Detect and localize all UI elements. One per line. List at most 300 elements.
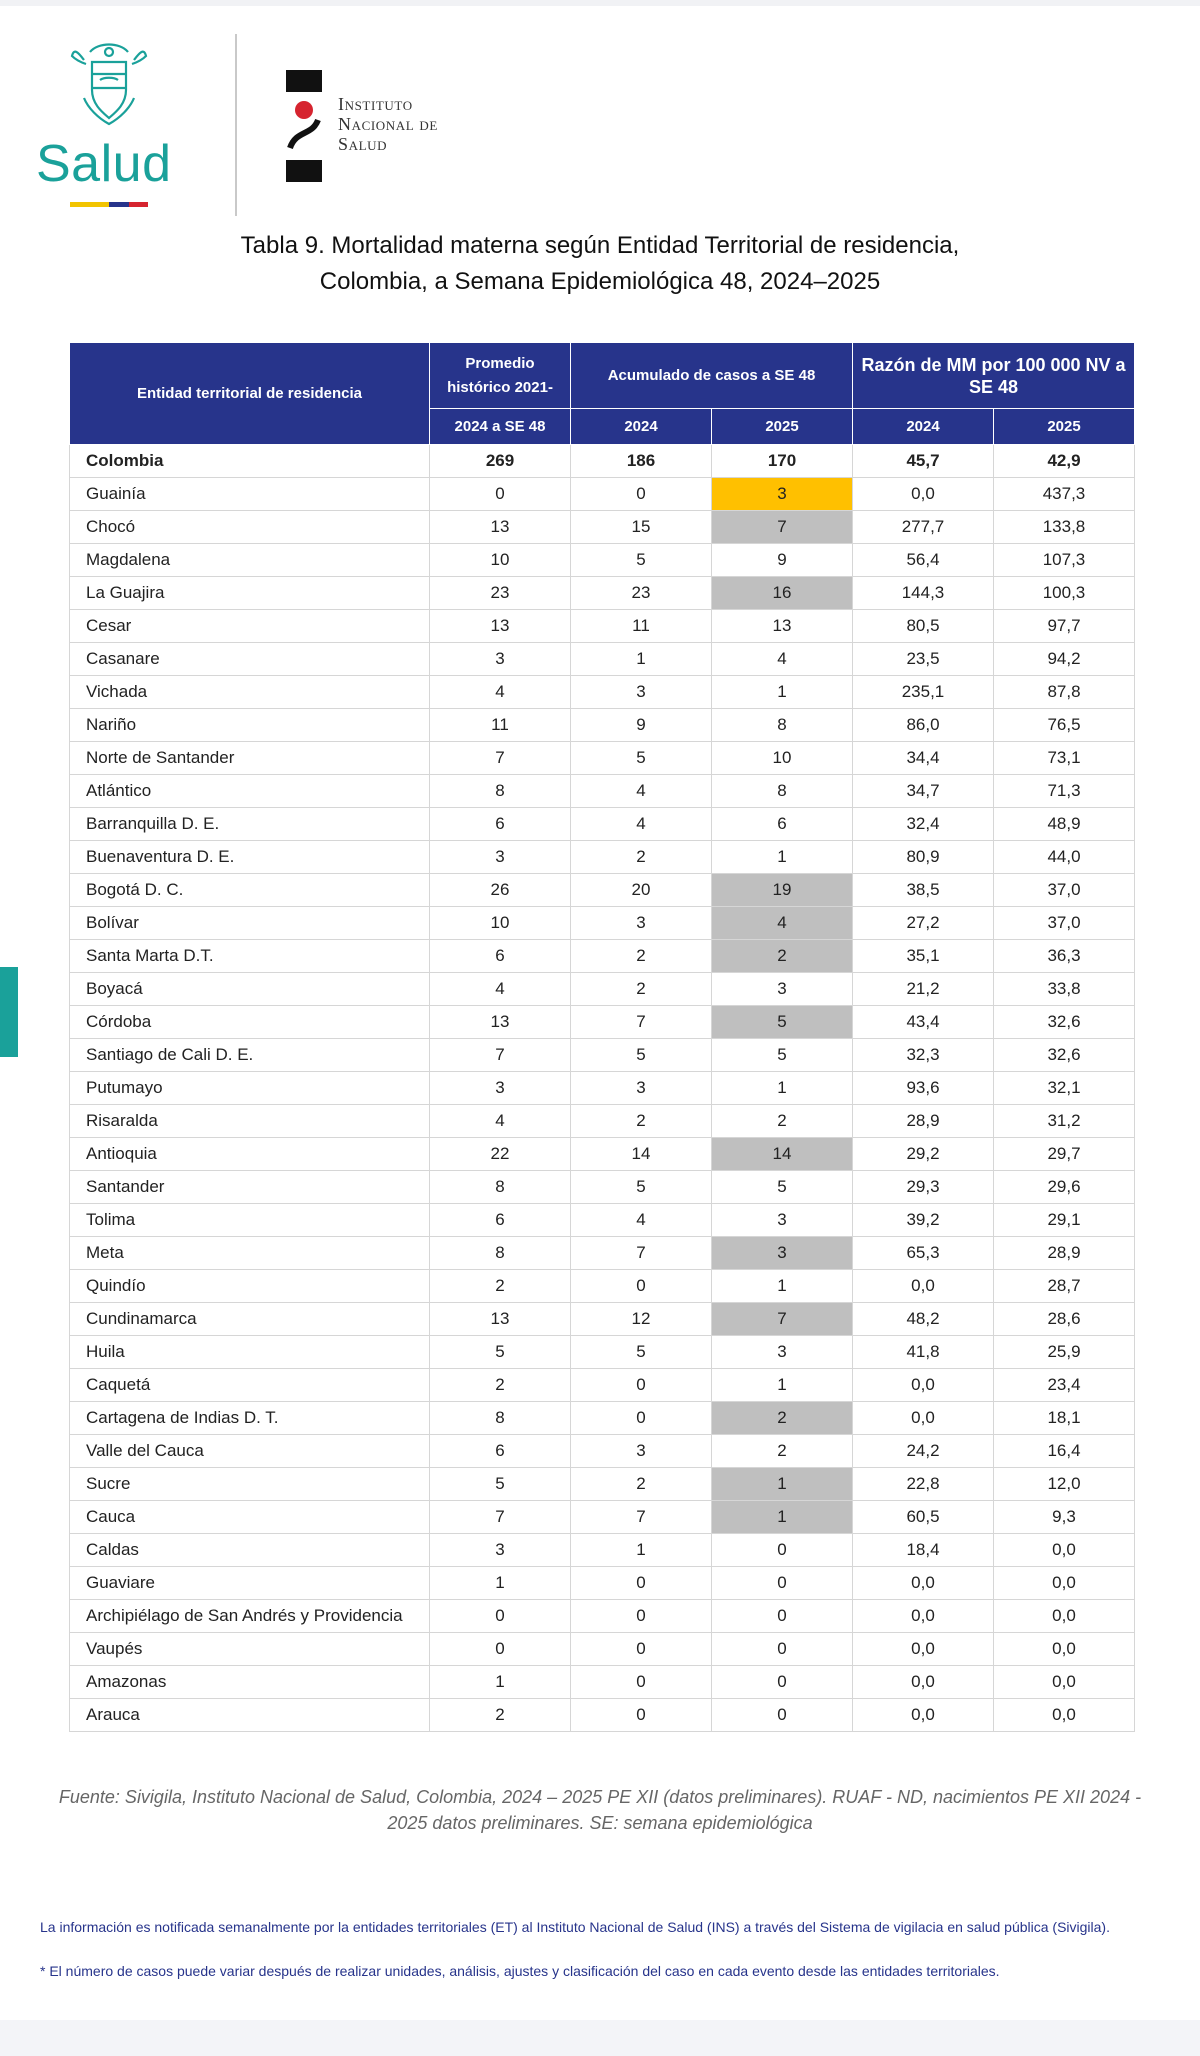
cell-cases-2025: 0 — [712, 1567, 853, 1600]
cell-promedio: 2 — [430, 1699, 571, 1732]
table-row — [70, 1600, 1135, 1633]
header-entidad: Entidad territorial de residencia — [70, 343, 430, 445]
cell-cases-2025: 9 — [712, 544, 853, 577]
cell-cases-2025: 16 — [712, 577, 853, 610]
table-row — [70, 1138, 1135, 1171]
cell-rate-2025: 18,1 — [994, 1402, 1135, 1435]
cell-cases-2024: 9 — [571, 709, 712, 742]
cell-rate-2024: 60,5 — [853, 1501, 994, 1534]
cell-promedio: 22 — [430, 1138, 571, 1171]
cell-rate-2025: 437,3 — [994, 478, 1135, 511]
cell-rate-2025: 71,3 — [994, 775, 1135, 808]
cell-cases-2024: 20 — [571, 874, 712, 907]
cell-rate-2024: 0,0 — [853, 1402, 994, 1435]
title-line-2: Colombia, a Semana Epidemiológica 48, 2024–2025 — [319, 268, 881, 295]
cell-cases-2025: 8 — [712, 775, 853, 808]
cell-cases-2024: 2 — [571, 1468, 712, 1501]
cell-cases-2025: 2 — [712, 1402, 853, 1435]
table-row — [70, 1633, 1135, 1666]
table-row — [70, 1534, 1135, 1567]
cell-rate-2025: 0,0 — [994, 1567, 1135, 1600]
table-row — [70, 1072, 1135, 1105]
cell-promedio: 2 — [430, 1369, 571, 1402]
table-row — [70, 1171, 1135, 1204]
ins-line-3: Salud — [338, 134, 388, 154]
cell-cases-2024: 0 — [571, 1666, 712, 1699]
cell-promedio: 13 — [430, 1303, 571, 1336]
cell-entidad: Magdalena — [70, 544, 430, 577]
cell-rate-2024: 0,0 — [853, 1369, 994, 1402]
cell-rate-2025: 97,7 — [994, 610, 1135, 643]
cell-rate-2025: 37,0 — [994, 907, 1135, 940]
cell-cases-2024: 0 — [571, 478, 712, 511]
cell-rate-2024: 80,5 — [853, 610, 994, 643]
cell-rate-2025: 31,2 — [994, 1105, 1135, 1138]
salud-logo — [36, 38, 186, 218]
table-row — [70, 973, 1135, 1006]
cell-cases-2024: 23 — [571, 577, 712, 610]
cell-rate-2024: 48,2 — [853, 1303, 994, 1336]
cell-rate-2024: 80,9 — [853, 841, 994, 874]
cell-cases-2025: 4 — [712, 643, 853, 676]
cell-rate-2025: 25,9 — [994, 1336, 1135, 1369]
cell-rate-2024: 43,4 — [853, 1006, 994, 1039]
cell-cases-2025: 1 — [712, 1468, 853, 1501]
side-tab[interactable] — [0, 967, 18, 1057]
cell-promedio: 8 — [430, 775, 571, 808]
cell-entidad: La Guajira — [70, 577, 430, 610]
cell-promedio: 3 — [430, 1072, 571, 1105]
table-row — [70, 445, 1135, 478]
table-row — [70, 709, 1135, 742]
header-razon: Razón de MM por 100 000 NV a SE 48 — [853, 343, 1135, 409]
cell-cases-2024: 2 — [571, 940, 712, 973]
cell-rate-2024: 35,1 — [853, 940, 994, 973]
cell-rate-2025: 32,1 — [994, 1072, 1135, 1105]
cell-cases-2024: 7 — [571, 1501, 712, 1534]
cell-cases-2025: 3 — [712, 1204, 853, 1237]
cell-entidad: Nariño — [70, 709, 430, 742]
cell-entidad: Santa Marta D.T. — [70, 940, 430, 973]
cell-cases-2024: 5 — [571, 742, 712, 775]
cell-rate-2024: 41,8 — [853, 1336, 994, 1369]
cell-cases-2025: 3 — [712, 1237, 853, 1270]
logo-divider — [235, 34, 237, 216]
cell-rate-2025: 87,8 — [994, 676, 1135, 709]
cell-cases-2024: 3 — [571, 676, 712, 709]
cell-entidad: Bogotá D. C. — [70, 874, 430, 907]
cell-rate-2025: 76,5 — [994, 709, 1135, 742]
cell-rate-2024: 0,0 — [853, 1600, 994, 1633]
cell-entidad: Risaralda — [70, 1105, 430, 1138]
table-row — [70, 742, 1135, 775]
cell-cases-2024: 5 — [571, 1039, 712, 1072]
header-cases-2024: 2024 — [571, 409, 712, 445]
cell-rate-2025: 44,0 — [994, 841, 1135, 874]
cell-cases-2025: 1 — [712, 1501, 853, 1534]
cell-rate-2024: 93,6 — [853, 1072, 994, 1105]
cell-entidad: Vaupés — [70, 1633, 430, 1666]
disclaimer-note: * El número de casos puede variar después de realizar unidades, análisis, ajustes y clasificación del caso en cada evento desde las entidades territoriales. — [40, 1963, 1000, 1979]
cell-rate-2025: 32,6 — [994, 1039, 1135, 1072]
table-row — [70, 1567, 1135, 1600]
cell-rate-2025: 9,3 — [994, 1501, 1135, 1534]
table-row — [70, 643, 1135, 676]
cell-promedio: 8 — [430, 1171, 571, 1204]
cell-rate-2025: 29,1 — [994, 1204, 1135, 1237]
ins-logo-icon — [286, 70, 322, 182]
table-row — [70, 1270, 1135, 1303]
table-row — [70, 1666, 1135, 1699]
cell-promedio: 13 — [430, 1006, 571, 1039]
ins-wordmark — [338, 94, 438, 154]
cell-rate-2024: 38,5 — [853, 874, 994, 907]
cell-cases-2024: 12 — [571, 1303, 712, 1336]
cell-cases-2025: 5 — [712, 1006, 853, 1039]
cell-cases-2025: 0 — [712, 1600, 853, 1633]
table-row — [70, 1468, 1135, 1501]
cell-promedio: 2 — [430, 1270, 571, 1303]
cell-cases-2024: 0 — [571, 1600, 712, 1633]
cell-promedio: 7 — [430, 1501, 571, 1534]
cell-rate-2025: 94,2 — [994, 643, 1135, 676]
cell-promedio: 7 — [430, 1039, 571, 1072]
table-row — [70, 1402, 1135, 1435]
cell-promedio: 4 — [430, 676, 571, 709]
cell-entidad: Santiago de Cali D. E. — [70, 1039, 430, 1072]
cell-cases-2024: 186 — [571, 445, 712, 478]
cell-cases-2024: 15 — [571, 511, 712, 544]
cell-cases-2024: 0 — [571, 1699, 712, 1732]
cell-cases-2024: 7 — [571, 1237, 712, 1270]
cell-entidad: Cesar — [70, 610, 430, 643]
table-row — [70, 1501, 1135, 1534]
cell-cases-2024: 5 — [571, 1171, 712, 1204]
table-row — [70, 1006, 1135, 1039]
cell-cases-2024: 5 — [571, 544, 712, 577]
cell-promedio: 1 — [430, 1666, 571, 1699]
cell-rate-2025: 28,9 — [994, 1237, 1135, 1270]
bottom-bar — [0, 2020, 1200, 2056]
cell-entidad: Antioquia — [70, 1138, 430, 1171]
cell-entidad: Cundinamarca — [70, 1303, 430, 1336]
header-rate-2024: 2024 — [853, 409, 994, 445]
cell-rate-2025: 28,6 — [994, 1303, 1135, 1336]
cell-entidad: Atlántico — [70, 775, 430, 808]
cell-rate-2025: 0,0 — [994, 1600, 1135, 1633]
cell-entidad: Caldas — [70, 1534, 430, 1567]
cell-entidad: Norte de Santander — [70, 742, 430, 775]
cell-promedio: 3 — [430, 841, 571, 874]
cell-entidad: Valle del Cauca — [70, 1435, 430, 1468]
cell-promedio: 10 — [430, 544, 571, 577]
cell-cases-2025: 1 — [712, 1369, 853, 1402]
cell-promedio: 26 — [430, 874, 571, 907]
table-row — [70, 1435, 1135, 1468]
cell-rate-2025: 48,9 — [994, 808, 1135, 841]
cell-rate-2025: 0,0 — [994, 1699, 1135, 1732]
cell-cases-2024: 4 — [571, 775, 712, 808]
cell-promedio: 8 — [430, 1402, 571, 1435]
cell-cases-2024: 1 — [571, 1534, 712, 1567]
cell-cases-2024: 0 — [571, 1270, 712, 1303]
cell-cases-2025: 0 — [712, 1633, 853, 1666]
header-acumulado: Acumulado de casos a SE 48 — [571, 343, 853, 409]
cell-cases-2025: 3 — [712, 478, 853, 511]
cell-rate-2025: 0,0 — [994, 1534, 1135, 1567]
cell-rate-2024: 86,0 — [853, 709, 994, 742]
cell-promedio: 5 — [430, 1468, 571, 1501]
cell-cases-2025: 1 — [712, 676, 853, 709]
cell-cases-2024: 2 — [571, 973, 712, 1006]
cell-promedio: 23 — [430, 577, 571, 610]
title-line-1: Tabla 9. Mortalidad materna según Entidad Territorial de residencia, — [240, 232, 960, 259]
cell-entidad: Cartagena de Indias D. T. — [70, 1402, 430, 1435]
header-cases-2025: 2025 — [712, 409, 853, 445]
cell-cases-2025: 7 — [712, 511, 853, 544]
cell-rate-2024: 32,4 — [853, 808, 994, 841]
cell-rate-2025: 32,6 — [994, 1006, 1135, 1039]
cell-entidad: Sucre — [70, 1468, 430, 1501]
cell-cases-2024: 3 — [571, 1072, 712, 1105]
cell-rate-2025: 0,0 — [994, 1633, 1135, 1666]
cell-rate-2024: 29,2 — [853, 1138, 994, 1171]
cell-cases-2024: 11 — [571, 610, 712, 643]
cell-cases-2024: 7 — [571, 1006, 712, 1039]
cell-rate-2025: 29,7 — [994, 1138, 1135, 1171]
cell-promedio: 6 — [430, 1204, 571, 1237]
cell-cases-2025: 13 — [712, 610, 853, 643]
cell-entidad: Boyacá — [70, 973, 430, 1006]
cell-cases-2024: 3 — [571, 907, 712, 940]
cell-cases-2024: 3 — [571, 1435, 712, 1468]
cell-rate-2024: 0,0 — [853, 478, 994, 511]
cell-cases-2025: 1 — [712, 841, 853, 874]
cell-rate-2024: 21,2 — [853, 973, 994, 1006]
cell-entidad: Vichada — [70, 676, 430, 709]
cell-rate-2024: 56,4 — [853, 544, 994, 577]
cell-cases-2025: 5 — [712, 1171, 853, 1204]
cell-entidad: Cauca — [70, 1501, 430, 1534]
table-row — [70, 610, 1135, 643]
cell-entidad: Colombia — [70, 445, 430, 478]
cell-promedio: 11 — [430, 709, 571, 742]
cell-rate-2024: 0,0 — [853, 1270, 994, 1303]
cell-entidad: Santander — [70, 1171, 430, 1204]
table-row — [70, 841, 1135, 874]
table-row — [70, 1336, 1135, 1369]
cell-promedio: 10 — [430, 907, 571, 940]
cell-cases-2024: 0 — [571, 1567, 712, 1600]
cell-rate-2025: 12,0 — [994, 1468, 1135, 1501]
cell-rate-2024: 24,2 — [853, 1435, 994, 1468]
cell-cases-2025: 10 — [712, 742, 853, 775]
cell-rate-2024: 28,9 — [853, 1105, 994, 1138]
table-row — [70, 1105, 1135, 1138]
cell-cases-2025: 3 — [712, 1336, 853, 1369]
table-row — [70, 1303, 1135, 1336]
table-row — [70, 1039, 1135, 1072]
cell-rate-2024: 18,4 — [853, 1534, 994, 1567]
cell-cases-2025: 0 — [712, 1534, 853, 1567]
cell-promedio: 3 — [430, 643, 571, 676]
ins-line-2: Nacional de — [338, 114, 438, 134]
cell-entidad: Córdoba — [70, 1006, 430, 1039]
cell-rate-2025: 23,4 — [994, 1369, 1135, 1402]
cell-cases-2024: 1 — [571, 643, 712, 676]
cell-rate-2025: 28,7 — [994, 1270, 1135, 1303]
cell-rate-2024: 39,2 — [853, 1204, 994, 1237]
cell-cases-2025: 2 — [712, 940, 853, 973]
cell-rate-2025: 33,8 — [994, 973, 1135, 1006]
table-row — [70, 544, 1135, 577]
cell-rate-2025: 29,6 — [994, 1171, 1135, 1204]
table-row — [70, 775, 1135, 808]
cell-rate-2024: 22,8 — [853, 1468, 994, 1501]
cell-entidad: Guainía — [70, 478, 430, 511]
mortality-table — [69, 342, 1135, 1732]
cell-cases-2025: 19 — [712, 874, 853, 907]
cell-rate-2024: 0,0 — [853, 1567, 994, 1600]
cell-promedio: 0 — [430, 1633, 571, 1666]
cell-rate-2024: 0,0 — [853, 1633, 994, 1666]
cell-entidad: Huila — [70, 1336, 430, 1369]
cell-promedio: 6 — [430, 940, 571, 973]
cell-cases-2024: 2 — [571, 1105, 712, 1138]
cell-rate-2024: 65,3 — [853, 1237, 994, 1270]
cell-rate-2024: 34,4 — [853, 742, 994, 775]
table-row — [70, 1237, 1135, 1270]
table-title — [0, 228, 1200, 300]
cell-rate-2025: 37,0 — [994, 874, 1135, 907]
cell-cases-2024: 5 — [571, 1336, 712, 1369]
table-row — [70, 907, 1135, 940]
cell-cases-2025: 5 — [712, 1039, 853, 1072]
cell-entidad: Meta — [70, 1237, 430, 1270]
cell-promedio: 1 — [430, 1567, 571, 1600]
cell-entidad: Casanare — [70, 643, 430, 676]
cell-cases-2025: 7 — [712, 1303, 853, 1336]
cell-cases-2025: 6 — [712, 808, 853, 841]
cell-entidad: Bolívar — [70, 907, 430, 940]
cell-rate-2025: 100,3 — [994, 577, 1135, 610]
cell-rate-2025: 36,3 — [994, 940, 1135, 973]
top-bar — [0, 0, 1200, 6]
cell-entidad: Guaviare — [70, 1567, 430, 1600]
cell-promedio: 13 — [430, 610, 571, 643]
table-row — [70, 478, 1135, 511]
info-note: La información es notificada semanalmente por la entidades territoriales (ET) al Instituto Nacional de Salud (INS) a través del Sistema de vigilacia en salud pública (Sivigila). — [40, 1919, 1110, 1935]
cell-promedio: 0 — [430, 1600, 571, 1633]
cell-cases-2025: 1 — [712, 1270, 853, 1303]
cell-rate-2025: 133,8 — [994, 511, 1135, 544]
source-note: Fuente: Sivigila, Instituto Nacional de Salud, Colombia, 2024 – 2025 PE XII (datos preliminares). RUAF - ND, nacimientos PE XII 2024 - 2025 datos preliminares. SE: semana epidemiológica — [58, 1787, 1142, 1833]
cell-cases-2024: 4 — [571, 1204, 712, 1237]
cell-rate-2025: 73,1 — [994, 742, 1135, 775]
cell-entidad: Buenaventura D. E. — [70, 841, 430, 874]
cell-cases-2025: 8 — [712, 709, 853, 742]
table-row — [70, 511, 1135, 544]
cell-rate-2024: 0,0 — [853, 1699, 994, 1732]
cell-entidad: Archipiélago de San Andrés y Providencia — [70, 1600, 430, 1633]
cell-promedio: 4 — [430, 1105, 571, 1138]
cell-rate-2025: 0,0 — [994, 1666, 1135, 1699]
cell-entidad: Tolima — [70, 1204, 430, 1237]
cell-cases-2024: 0 — [571, 1402, 712, 1435]
cell-rate-2024: 144,3 — [853, 577, 994, 610]
cell-promedio: 6 — [430, 808, 571, 841]
cell-cases-2025: 170 — [712, 445, 853, 478]
salud-wordmark: Salud — [36, 135, 172, 193]
cell-rate-2024: 23,5 — [853, 643, 994, 676]
cell-rate-2024: 0,0 — [853, 1666, 994, 1699]
cell-entidad: Chocó — [70, 511, 430, 544]
cell-promedio: 4 — [430, 973, 571, 1006]
cell-cases-2025: 3 — [712, 973, 853, 1006]
cell-promedio: 3 — [430, 1534, 571, 1567]
cell-rate-2024: 32,3 — [853, 1039, 994, 1072]
cell-promedio: 6 — [430, 1435, 571, 1468]
cell-cases-2025: 2 — [712, 1435, 853, 1468]
cell-rate-2024: 277,7 — [853, 511, 994, 544]
cell-rate-2025: 16,4 — [994, 1435, 1135, 1468]
cell-rate-2025: 42,9 — [994, 445, 1135, 478]
cell-rate-2024: 29,3 — [853, 1171, 994, 1204]
cell-cases-2024: 0 — [571, 1369, 712, 1402]
header-rate-2025: 2025 — [994, 409, 1135, 445]
coat-of-arms-icon — [70, 38, 148, 128]
cell-cases-2024: 0 — [571, 1633, 712, 1666]
cell-cases-2024: 14 — [571, 1138, 712, 1171]
table-row — [70, 1369, 1135, 1402]
cell-entidad: Quindío — [70, 1270, 430, 1303]
cell-cases-2025: 0 — [712, 1699, 853, 1732]
table-row — [70, 577, 1135, 610]
cell-cases-2025: 14 — [712, 1138, 853, 1171]
cell-cases-2025: 1 — [712, 1072, 853, 1105]
table-row — [70, 808, 1135, 841]
cell-cases-2024: 4 — [571, 808, 712, 841]
cell-cases-2025: 0 — [712, 1666, 853, 1699]
table-row — [70, 1204, 1135, 1237]
cell-promedio: 8 — [430, 1237, 571, 1270]
header-promedio-top: Promedio histórico 2021- — [430, 343, 571, 409]
table-row — [70, 874, 1135, 907]
table-row — [70, 676, 1135, 709]
cell-rate-2024: 235,1 — [853, 676, 994, 709]
cell-entidad: Putumayo — [70, 1072, 430, 1105]
header-promedio-bottom: 2024 a SE 48 — [430, 409, 571, 445]
table-row — [70, 1699, 1135, 1732]
cell-rate-2024: 34,7 — [853, 775, 994, 808]
cell-rate-2025: 107,3 — [994, 544, 1135, 577]
cell-entidad: Arauca — [70, 1699, 430, 1732]
cell-rate-2024: 27,2 — [853, 907, 994, 940]
cell-promedio: 0 — [430, 478, 571, 511]
cell-cases-2024: 2 — [571, 841, 712, 874]
cell-promedio: 7 — [430, 742, 571, 775]
cell-entidad: Caquetá — [70, 1369, 430, 1402]
cell-entidad: Amazonas — [70, 1666, 430, 1699]
cell-rate-2024: 45,7 — [853, 445, 994, 478]
cell-cases-2025: 2 — [712, 1105, 853, 1138]
flag-stripe — [70, 202, 148, 207]
cell-promedio: 13 — [430, 511, 571, 544]
cell-promedio: 269 — [430, 445, 571, 478]
ins-line-1: Instituto — [338, 94, 413, 114]
cell-cases-2025: 4 — [712, 907, 853, 940]
table-row — [70, 940, 1135, 973]
